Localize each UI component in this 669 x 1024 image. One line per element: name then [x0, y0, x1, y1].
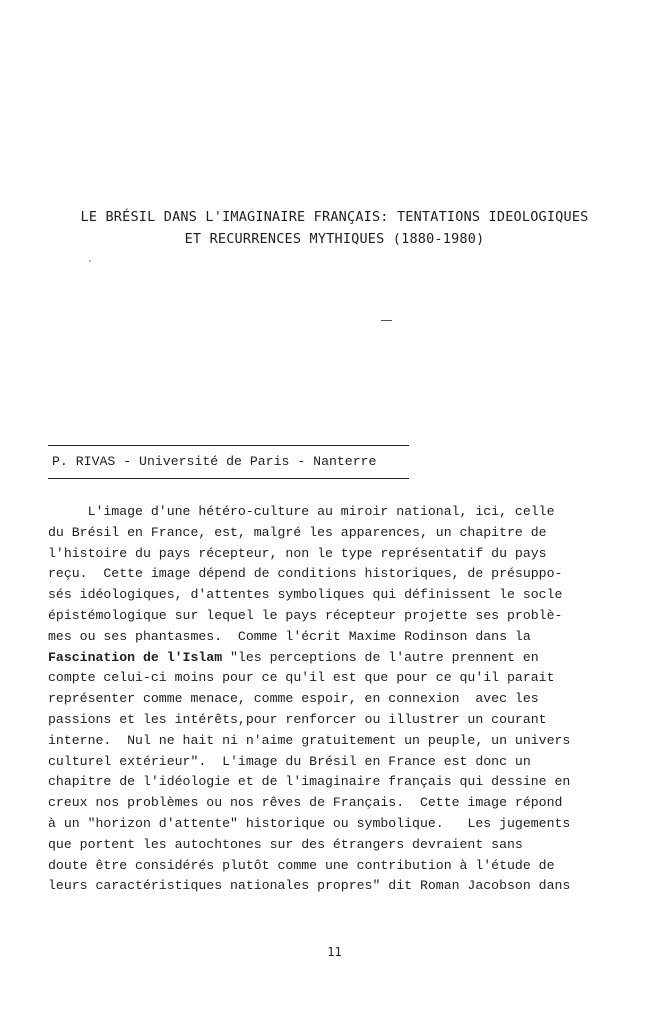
body-line: leurs caractéristiques nationales propres" dit Roman Jacobson dans	[48, 878, 571, 894]
body-line: à un "horizon d'attente" historique ou symbolique. Les jugements	[48, 815, 571, 831]
decorative-dash	[381, 320, 392, 321]
body-line: représenter comme menace, comme espoir, en connexion avec les	[48, 691, 539, 707]
body-line: passions et les intérêts,pour renforcer ou illustrer un courant	[48, 711, 547, 727]
body-line: épistémologique sur lequel le pays récepteur projette ses problè-	[48, 607, 563, 623]
body-line: mes ou ses phantasmes. Comme l'écrit Maxime Rodinson dans la	[48, 628, 531, 644]
body-line: creux nos problèmes ou nos rêves de Français. Cette image répond	[48, 795, 563, 811]
scan-speck	[89, 260, 91, 262]
body-text	[48, 502, 633, 897]
body-line: compte celui-ci moins pour ce qu'il est que pour ce qu'il parait	[48, 670, 555, 686]
body-line: chapitre de l'idéologie et de l'imaginaire français qui dessine en	[48, 774, 571, 790]
body-line: L'image d'une hétéro-culture au miroir national, ici, celle	[48, 504, 555, 519]
author-rule-top	[48, 445, 409, 446]
title-line-2: ET RECURRENCES MYTHIQUES (1880-1980)	[184, 231, 485, 247]
body-line: du Brésil en France, est, malgré les apparences, un chapitre de	[48, 524, 547, 540]
page-number: 11	[327, 945, 342, 959]
body-line: reçu. Cette image dépend de conditions historiques, de présuppo-	[48, 566, 563, 582]
body-line: sés idéologiques, d'attentes symboliques qui définissent le socle	[48, 587, 563, 603]
article-title	[0, 206, 669, 250]
body-line: doute être considérés plutôt comme une contribution à l'étude de	[48, 857, 555, 873]
author-rule-bottom	[48, 478, 409, 479]
body-line: l'histoire du pays récepteur, non le type représentatif du pays	[48, 545, 547, 561]
body-line: que portent les autochtones sur des étrangers devraient sans	[48, 836, 523, 852]
title-line-1: LE BRÉSIL DANS L'IMAGINAIRE FRANÇAIS: TENTATIONS IDEOLOGIQUES	[80, 209, 589, 225]
body-line: culturel extérieur". L'image du Brésil en France est donc un	[48, 753, 531, 769]
body-line: interne. Nul ne hait ni n'aime gratuitement un peuple, un univers	[48, 732, 571, 748]
body-line-with-title	[48, 648, 633, 669]
author-affiliation: P. RIVAS - Université de Paris - Nanterre	[52, 454, 377, 469]
body-line-fragment: "les perceptions de l'autre prennent en	[222, 649, 539, 665]
cited-book-title: Fascination de l'Islam	[48, 649, 223, 665]
